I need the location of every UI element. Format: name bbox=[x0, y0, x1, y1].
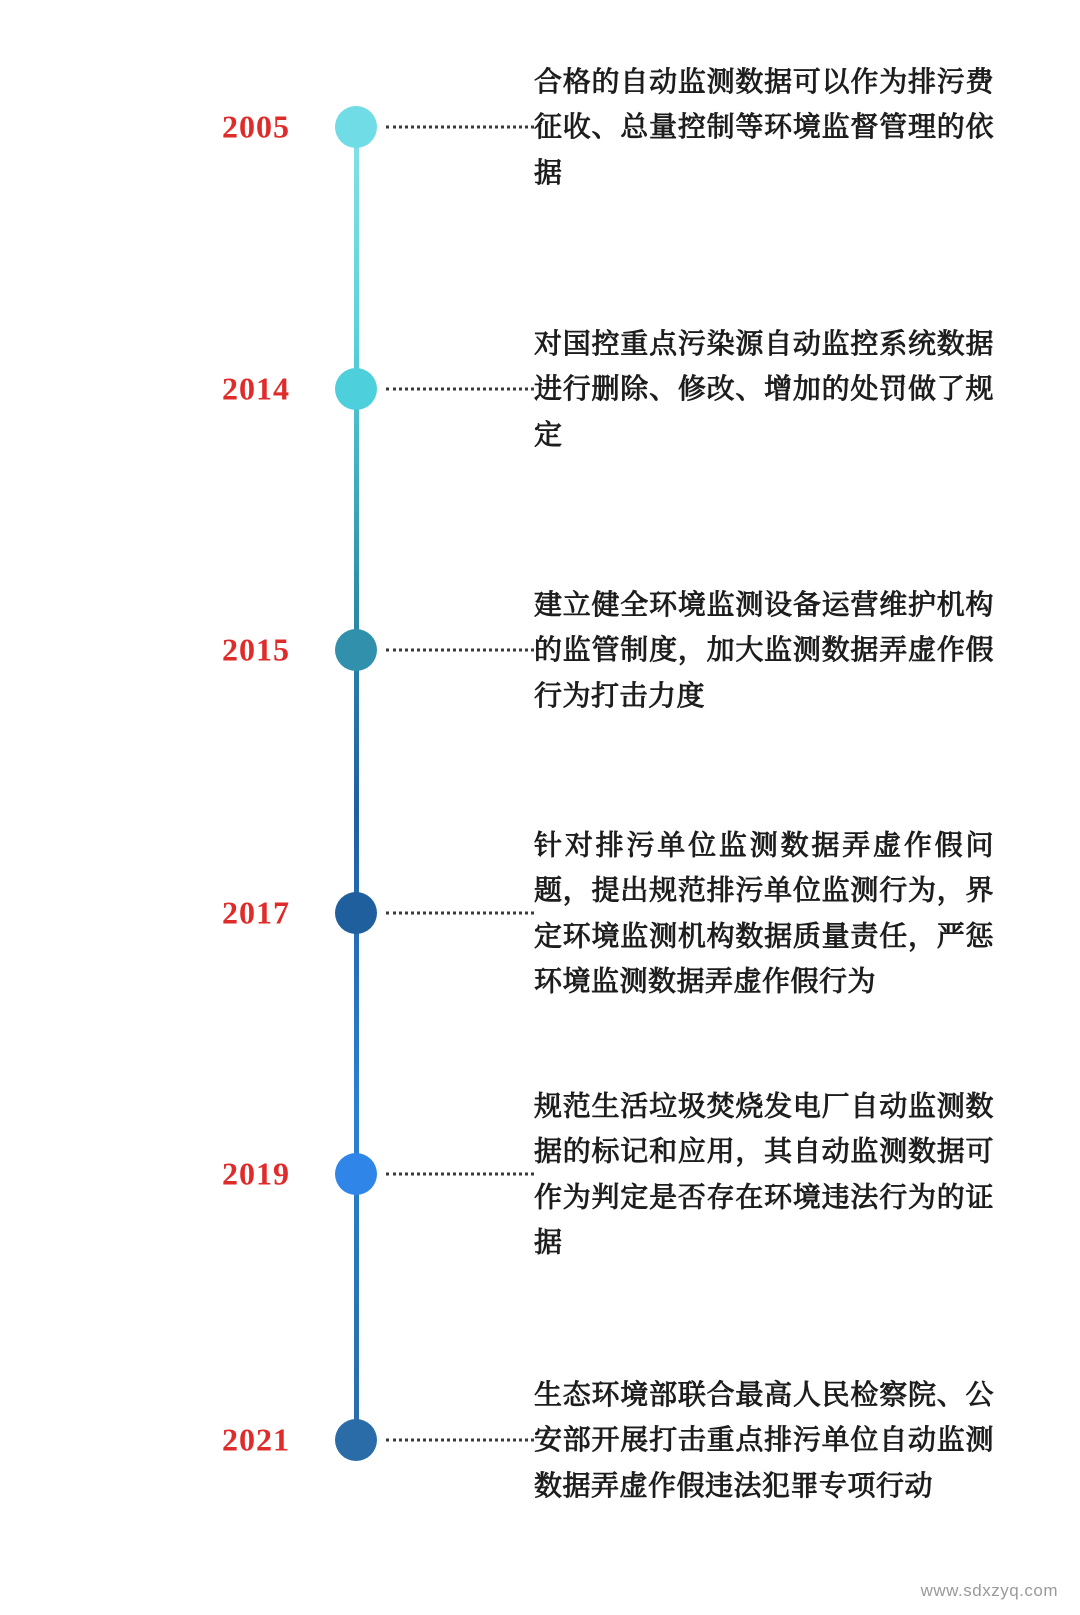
timeline-year-2017: 2017 bbox=[222, 894, 290, 931]
timeline-node-2015[interactable] bbox=[335, 629, 377, 671]
timeline-year-2014: 2014 bbox=[222, 370, 290, 407]
timeline-connector-2019 bbox=[386, 1173, 534, 1176]
timeline-connector-2017 bbox=[386, 912, 534, 915]
timeline-node-2017[interactable] bbox=[335, 892, 377, 934]
timeline-spine bbox=[354, 128, 359, 1440]
timeline-text-2015: 建立健全环境监测设备运营维护机构的监管制度，加大监测数据弄虚作假行为打击力度 bbox=[534, 588, 994, 711]
timeline-text-2014: 对国控重点污染源自动监控系统数据进行删除、修改、增加的处罚做了规定 bbox=[534, 327, 994, 450]
timeline-connector-2015 bbox=[386, 649, 534, 652]
timeline-text-2005: 合格的自动监测数据可以作为排污费征收、总量控制等环境监督管理的依据 bbox=[534, 65, 994, 188]
watermark-text: www.sdxzyq.com bbox=[920, 1581, 1058, 1600]
timeline-year-2019: 2019 bbox=[222, 1155, 290, 1192]
timeline-text-2021: 生态环境部联合最高人民检察院、公安部开展打击重点排污单位自动监测数据弄虚作假违法犯罪专项行动 bbox=[534, 1378, 994, 1501]
timeline-node-2019[interactable] bbox=[335, 1153, 377, 1195]
timeline-year-2015: 2015 bbox=[222, 631, 290, 668]
timeline-text-2019: 规范生活垃圾焚烧发电厂自动监测数据的标记和应用，其自动监测数据可作为判定是否存在环境违法行为的证据 bbox=[534, 1090, 994, 1258]
timeline-connector-2014 bbox=[386, 388, 534, 391]
timeline-year-2005: 2005 bbox=[222, 108, 290, 145]
timeline-year-2021: 2021 bbox=[222, 1421, 290, 1458]
timeline-node-2021[interactable] bbox=[335, 1419, 377, 1461]
timeline-connector-2021 bbox=[386, 1439, 534, 1442]
timeline-node-2014[interactable] bbox=[335, 368, 377, 410]
timeline-node-2005[interactable] bbox=[335, 106, 377, 148]
timeline-text-2017: 针对排污单位监测数据弄虚作假问题，提出规范排污单位监测行为，界定环境监测机构数据质量责任，严惩环境监测数据弄虚作假行为 bbox=[534, 829, 994, 997]
timeline-connector-2005 bbox=[386, 126, 534, 129]
